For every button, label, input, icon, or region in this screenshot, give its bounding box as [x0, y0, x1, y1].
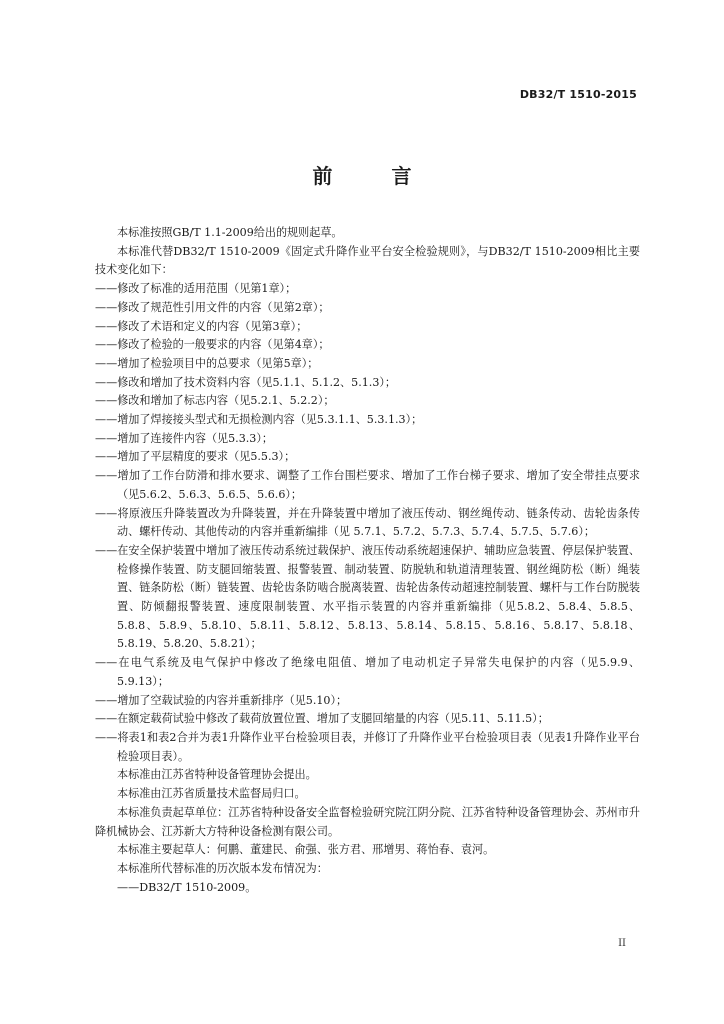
list-item: ——修改和增加了标志内容（见5.2.1、5.2.2）； [95, 394, 335, 408]
list-item: ——增加了平层精度的要求（见5.5.3）； [95, 450, 296, 464]
history-item: ——DB32/T 1510-2009。 [117, 880, 257, 894]
closing-paragraph: 本标准由江苏省质量技术监督局归口。 [117, 787, 306, 801]
list-item: ——将原液压升降装置改为升降装置，并在升降装置中增加了液压传动、钢丝绳传动、链条传动、齿轮齿条传动、螺杆传动、其他传动的内容并重新编排（见 5.7.1、5.7.2、5.7.3、5.7.4、5.7.5、5.7.6）； [95, 506, 640, 539]
list-item: ——在安全保护装置中增加了液压传动系统过载保护、液压传动系统超速保护、辅助应急装置、停层保护装置、检修操作装置、防支腿回缩装置、报警装置、制动装置、防脱轨和轨道清理装置、钢丝绳防松（断）绳装置、链条防松（断）链装置、齿轮齿条防啮合脱离装置、齿轮齿条传动超速控制装置、螺杆与工作台防脱装置、防倾翻报警装置、速度限制装置、水平指示装置的内容并重新编排（见5.8.2、5.8.4、5.8.5、5.8.8、5.8.9、5.8.10、5.8.11、5.8.12、5.8.13、5.8.14、5.8.15、5.8.16、5.8.17、5.8.18、5.8.19、5.8.20、5.8.21）； [95, 543, 640, 651]
list-item: ——修改了检验的一般要求的内容（见第4章）； [95, 338, 330, 352]
list-item: ——修改了规范性引用文件的内容（见第2章）； [95, 300, 330, 314]
list-item: ——增加了检验项目中的总要求（见第5章）； [95, 356, 319, 370]
intro-paragraph: 本标准代替DB32/T 1510-2009《固定式升降作业平台安全检验规则》，与DB32/T 1510-2009相比主要技术变化如下： [95, 244, 640, 277]
list-item: ——增加了空载试验的内容并重新排序（见5.10）； [95, 693, 348, 707]
list-item: ——增加了连接件内容（见5.3.3）； [95, 431, 273, 445]
intro-paragraph: 本标准按照GB/T 1.1-2009给出的规则起草。 [117, 226, 343, 239]
list-item: ——将表1和表2合并为表1升降作业平台检验项目表，并修订了升降作业平台检验项目表（见表1升降作业平台检验项目表）。 [95, 730, 640, 763]
document-code: DB32/T 1510-2015 [519, 88, 637, 101]
closing-paragraph: 本标准由江苏省特种设备管理协会提出。 [117, 768, 317, 782]
list-item: ——修改和增加了技术资料内容（见5.1.1、5.1.2、5.1.3）； [95, 375, 397, 389]
list-item: ——修改了标准的适用范围（见第1章）； [95, 282, 297, 296]
page-title: 前 言 [312, 164, 438, 188]
closing-paragraph: 本标准主要起草人：何鹏、董建民、俞强、张方君、邢增男、蒋怡春、袁河。 [117, 843, 495, 857]
closing-paragraph: 本标准所代替标准的历次版本发布情况为： [117, 861, 328, 875]
list-item: ——在额定载荷试验中修改了载荷放置位置、增加了支腿回缩量的内容（见5.11、5.11.5）； [95, 712, 549, 726]
list-item: ——在电气系统及电气保护中修改了绝缘电阻值、增加了电动机定子异常失电保护的内容（见5.9.9、5.9.13）； [95, 656, 640, 688]
list-item: ——修改了术语和定义的内容（见第3章）； [95, 319, 308, 333]
document-body [95, 224, 640, 897]
page-number: II [618, 938, 626, 949]
closing-paragraph: 本标准负责起草单位：江苏省特种设备安全监督检验研究院江阴分院、江苏省特种设备管理协会、苏州市升降机械协会、江苏新大方特种设备检测有限公司。 [95, 805, 640, 838]
list-item: ——增加了工作台防滑和排水要求、调整了工作台围栏要求、增加了工作台梯子要求、增加了安全带挂点要求（见5.6.2、5.6.3、5.6.5、5.6.6）； [95, 469, 640, 501]
changes-list [95, 280, 640, 766]
list-item: ——增加了焊接接头型式和无损检测内容（见5.3.1.1、5.3.1.3）； [95, 413, 423, 427]
